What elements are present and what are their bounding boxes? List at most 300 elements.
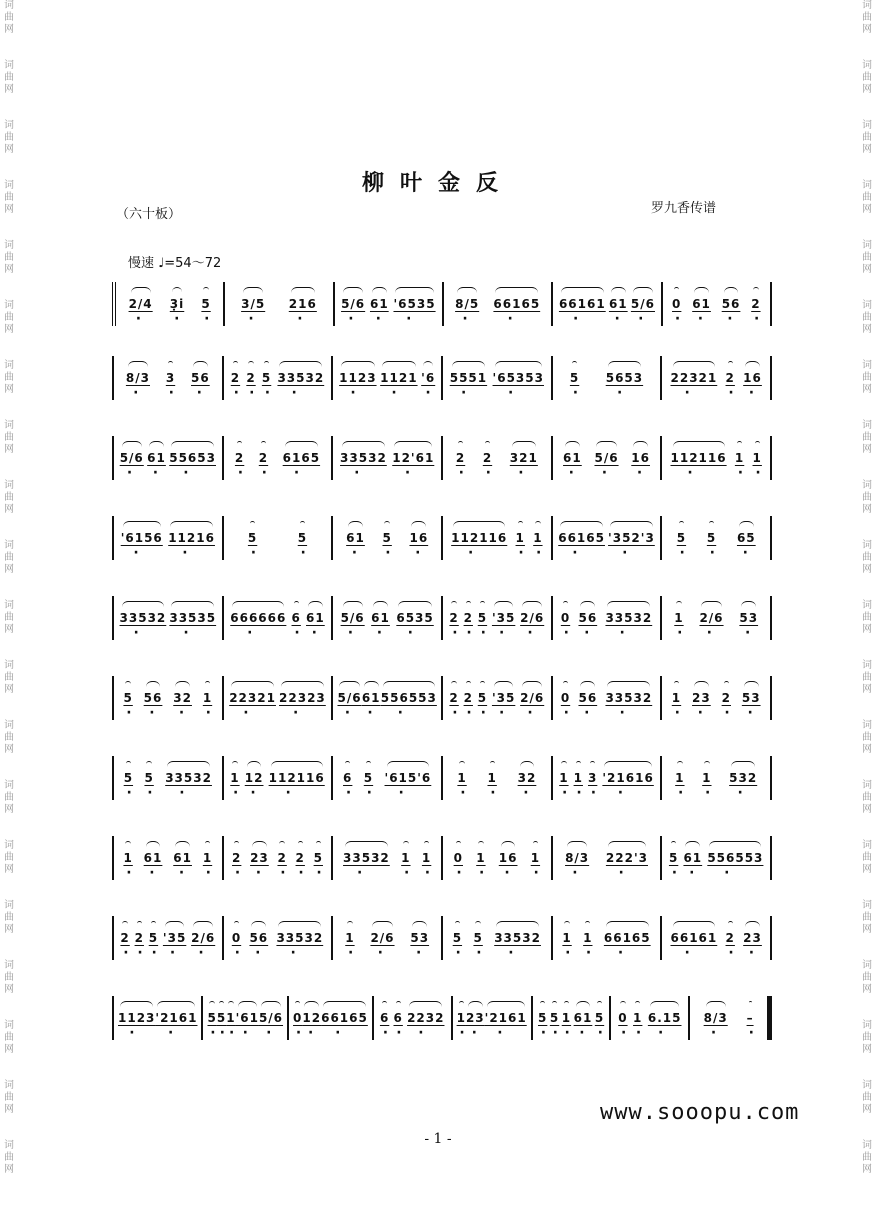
- watermark-char: 网: [4, 384, 14, 395]
- watermark-char: 网: [4, 864, 14, 875]
- score-measure: [553, 516, 663, 560]
- watermark-char: 网: [4, 804, 14, 815]
- note-group: · 1: [488, 771, 497, 785]
- watermark-char: 曲: [4, 132, 14, 143]
- watermark-char: 词: [4, 780, 14, 791]
- note-group: · 61: [362, 691, 381, 705]
- note-group: · 2: [259, 451, 268, 465]
- note-group: · 1: [559, 771, 568, 785]
- watermark-char: 网: [4, 744, 14, 755]
- watermark-char: 词: [862, 540, 872, 551]
- note-group: · 23: [466, 1011, 485, 1025]
- watermark-char: 网: [862, 1104, 872, 1115]
- watermark-char: 网: [862, 24, 872, 35]
- watermark-group: [862, 840, 872, 876]
- note-group: · 5/6: [341, 297, 365, 311]
- watermark-char: 词: [862, 600, 872, 611]
- note-group: · 5: [677, 531, 686, 545]
- watermark-char: 曲: [4, 1092, 14, 1103]
- score-measure: [112, 356, 224, 400]
- note-group: · 2: [135, 931, 144, 945]
- watermark-char: 网: [862, 444, 872, 455]
- tempo-marking: 慢速 ♩=54～72: [128, 256, 222, 271]
- note-group: · 1121: [380, 371, 417, 385]
- note-group: · 61: [144, 851, 163, 865]
- note-group: · 22323: [279, 691, 326, 705]
- note-group: · 8/3: [704, 1011, 728, 1025]
- note-group: · 5: [248, 531, 257, 545]
- note-group: · 0: [454, 851, 463, 865]
- note-group: · 6535: [396, 611, 433, 625]
- watermark-char: 词: [862, 780, 872, 791]
- note-group: · 12'61: [392, 451, 434, 465]
- note-group: · 8/3: [126, 371, 150, 385]
- note-group: · 532: [729, 771, 757, 785]
- note-group: · 66165: [604, 931, 651, 945]
- note-group: · 16: [499, 851, 518, 865]
- watermark-group: [4, 300, 14, 336]
- watermark-char: 词: [862, 960, 872, 971]
- watermark-char: 曲: [4, 672, 14, 683]
- score-measure: [662, 756, 772, 800]
- watermark-char: 词: [4, 360, 14, 371]
- note-group: · 0: [232, 931, 241, 945]
- watermark-char: 网: [862, 1164, 872, 1175]
- note-group: · 33532: [343, 851, 390, 865]
- score-measure: [553, 282, 662, 326]
- score-measure: [224, 676, 334, 720]
- watermark-char: 网: [4, 24, 14, 35]
- note-group: · 66161: [671, 931, 718, 945]
- score-measure: [443, 356, 553, 400]
- note-group: · 112116: [671, 451, 727, 465]
- watermark-char: 网: [4, 444, 14, 455]
- note-group: · 33532: [120, 611, 167, 625]
- watermark-group: [862, 60, 872, 96]
- watermark-char: 曲: [862, 132, 872, 143]
- score-measure: [611, 996, 690, 1040]
- note-group: · 2: [235, 451, 244, 465]
- note-group: · 66165: [493, 297, 540, 311]
- watermark-char: 曲: [4, 612, 14, 623]
- watermark-char: 曲: [862, 852, 872, 863]
- watermark-char: 曲: [862, 972, 872, 983]
- note-group: · 61: [173, 851, 192, 865]
- watermark-char: 网: [4, 324, 14, 335]
- watermark-char: 词: [862, 300, 872, 311]
- note-group: · 216: [289, 297, 317, 311]
- watermark-group: [4, 1080, 14, 1116]
- watermark-char: 词: [4, 240, 14, 251]
- note-group: · 6: [394, 1011, 403, 1025]
- watermark-group: [862, 360, 872, 396]
- watermark-char: 网: [862, 84, 872, 95]
- note-group: · '352'3: [608, 531, 655, 545]
- note-group: · '35: [492, 691, 515, 705]
- score-measure: [112, 756, 224, 800]
- watermark-char: 网: [862, 924, 872, 935]
- note-group: · 3̣i: [170, 297, 184, 311]
- note-group: · 22321: [229, 691, 276, 705]
- score-measure: [333, 596, 443, 640]
- watermark-char: 网: [4, 84, 14, 95]
- score-measure: [553, 356, 663, 400]
- score-measure: [112, 996, 203, 1040]
- watermark-char: 网: [862, 804, 872, 815]
- score-line: [112, 658, 772, 738]
- note-group: · 5: [669, 851, 678, 865]
- watermark-char: 曲: [862, 1032, 872, 1043]
- score-measure: [333, 516, 443, 560]
- watermark-group: [862, 300, 872, 336]
- note-group: · '61: [236, 1011, 259, 1025]
- watermark-char: 网: [862, 384, 872, 395]
- note-group: · 5: [550, 1011, 559, 1025]
- note-group: · 5: [478, 611, 487, 625]
- score-measure: [112, 596, 224, 640]
- watermark-char: 曲: [862, 12, 872, 23]
- note-group: · 2: [232, 851, 241, 865]
- watermark-group: [4, 1020, 14, 1056]
- note-group: · 2: [464, 691, 473, 705]
- watermark-char: 词: [4, 660, 14, 671]
- note-group: · 61: [574, 1011, 593, 1025]
- note-group: · 12: [245, 771, 264, 785]
- watermark-char: 曲: [862, 1152, 872, 1163]
- note-group: · 2: [231, 371, 240, 385]
- score-subtitle: （六十板）: [116, 207, 182, 222]
- note-group: · 5: [382, 531, 391, 545]
- watermark-char: 曲: [862, 672, 872, 683]
- note-group: · 5: [473, 931, 482, 945]
- score-measure: [443, 436, 553, 480]
- note-group: · 5: [207, 1011, 216, 1025]
- note-group: · 33532: [340, 451, 387, 465]
- score-measure: [335, 282, 444, 326]
- watermark-char: 曲: [4, 12, 14, 23]
- score-measure: [662, 836, 772, 880]
- score-measure: [203, 996, 289, 1040]
- note-group: · 5653: [606, 371, 643, 385]
- watermark-char: 词: [862, 1140, 872, 1151]
- score-measure: [225, 282, 334, 326]
- note-group: · 5: [298, 531, 307, 545]
- watermark-char: 词: [4, 60, 14, 71]
- score-measure: [553, 436, 663, 480]
- note-group: · 1: [203, 851, 212, 865]
- score-measure: [333, 916, 443, 960]
- watermark-char: 曲: [862, 492, 872, 503]
- score-measure: [374, 996, 453, 1040]
- score-title: 柳叶金反: [361, 170, 514, 196]
- note-group: · 1: [583, 931, 592, 945]
- note-group: · 8/3: [565, 851, 589, 865]
- watermark-char: 词: [862, 180, 872, 191]
- score-measure: [443, 756, 553, 800]
- score-measure: [112, 676, 224, 720]
- note-group: · 5: [217, 1011, 226, 1025]
- note-group: · 1: [672, 691, 681, 705]
- watermark-char: 词: [862, 240, 872, 251]
- watermark-group: [862, 900, 872, 936]
- note-group: · 5: [538, 1011, 547, 1025]
- score-measure: [333, 756, 443, 800]
- note-group: · 5: [570, 371, 579, 385]
- watermark-group: [4, 0, 14, 36]
- note-group: · 6: [343, 771, 352, 785]
- watermark-group: [862, 720, 872, 756]
- watermark-char: 曲: [862, 252, 872, 263]
- note-group: · 5: [124, 771, 133, 785]
- score-measure: [224, 836, 334, 880]
- score-measure: [662, 356, 772, 400]
- note-group: · 1: [702, 771, 711, 785]
- note-group: · 3/5: [241, 297, 265, 311]
- score-line: [112, 578, 772, 658]
- note-group: · 61: [692, 297, 711, 311]
- note-group: · 2: [449, 611, 458, 625]
- note-group: · 0: [618, 1011, 627, 1025]
- watermark-group: [4, 360, 14, 396]
- note-group: · 2/6: [370, 931, 394, 945]
- note-group: · 2: [449, 691, 458, 705]
- watermark-char: 曲: [862, 192, 872, 203]
- score-line: [112, 270, 772, 338]
- watermark-char: 曲: [862, 1092, 872, 1103]
- watermark-char: 网: [4, 1104, 14, 1115]
- watermark-group: [4, 600, 14, 636]
- score-measure: [224, 756, 334, 800]
- note-group: · 2: [726, 371, 735, 385]
- note-group: · 56: [578, 691, 597, 705]
- note-group: · 1: [123, 851, 132, 865]
- note-group: · 6: [292, 611, 301, 625]
- watermark-group: [862, 540, 872, 576]
- note-group: · 3: [166, 371, 175, 385]
- watermark-char: 曲: [4, 1152, 14, 1163]
- note-group: · 16: [409, 531, 428, 545]
- note-group: · 5: [595, 1011, 604, 1025]
- score-line: [112, 818, 772, 898]
- watermark-char: 曲: [4, 72, 14, 83]
- watermark-char: 词: [862, 420, 872, 431]
- note-group: · 1: [516, 531, 525, 545]
- note-group: · 16: [631, 451, 650, 465]
- note-group: · 56: [578, 611, 597, 625]
- watermark-char: 网: [4, 624, 14, 635]
- watermark-char: 词: [4, 300, 14, 311]
- score-measure: [553, 836, 663, 880]
- score-measure: [224, 596, 334, 640]
- note-group: · 1: [230, 771, 239, 785]
- note-group: · 5/6: [337, 691, 361, 705]
- note-group: · 8/5: [455, 297, 479, 311]
- note-group: · 0: [561, 611, 570, 625]
- watermark-char: 词: [4, 540, 14, 551]
- score-measure: [112, 836, 224, 880]
- note-group: · 53: [742, 691, 761, 705]
- score-author: 罗九香传谱: [651, 201, 717, 216]
- note-group: · '615'6: [385, 771, 432, 785]
- score-measure: [443, 916, 553, 960]
- watermark-char: 网: [862, 984, 872, 995]
- footer-url: www.sooopu.com: [600, 1100, 800, 1125]
- note-group: · '6156: [121, 531, 163, 545]
- watermark-char: 词: [862, 840, 872, 851]
- score-measure: [662, 596, 772, 640]
- note-group: · 33532: [494, 931, 541, 945]
- note-group: · 2: [464, 611, 473, 625]
- note-group: · 2/4: [129, 297, 153, 311]
- note-group: · 1: [675, 771, 684, 785]
- watermark-char: 曲: [862, 372, 872, 383]
- note-group: · 33532: [276, 931, 323, 945]
- watermark-group: [862, 420, 872, 456]
- score-measure: [289, 996, 374, 1040]
- watermark-char: 网: [4, 1044, 14, 1055]
- note-group: · 5: [453, 931, 462, 945]
- note-group: · 2: [483, 451, 492, 465]
- score-measure: [112, 916, 224, 960]
- note-group: · 1: [345, 931, 354, 945]
- score-measure: [443, 596, 553, 640]
- watermark-group: [862, 780, 872, 816]
- note-group: · 5: [707, 531, 716, 545]
- watermark-group: [4, 900, 14, 936]
- note-group: · 1123: [339, 371, 376, 385]
- score-line: [112, 898, 772, 978]
- note-group: · 2: [296, 851, 305, 865]
- note-group: · 3: [588, 771, 597, 785]
- score-measure: [443, 676, 553, 720]
- note-group: · 5/6: [120, 451, 144, 465]
- page-number: - 1 -: [424, 1131, 452, 1147]
- watermark-char: 曲: [4, 912, 14, 923]
- note-group: · 32: [173, 691, 192, 705]
- watermark-char: 词: [862, 480, 872, 491]
- watermark-char: 曲: [4, 972, 14, 983]
- watermark-group: [4, 420, 14, 456]
- note-group: · 6: [380, 1011, 389, 1025]
- watermark-char: 词: [862, 720, 872, 731]
- score-measure: [662, 676, 772, 720]
- note-group: · 0: [293, 1011, 302, 1025]
- note-group: · 2232: [407, 1011, 444, 1025]
- note-group: · –: [747, 1011, 754, 1025]
- note-group: · '35: [492, 611, 515, 625]
- score-line: [112, 338, 772, 418]
- note-group: · 65: [737, 531, 756, 545]
- note-group: · 22321: [671, 371, 718, 385]
- watermark-char: 网: [862, 684, 872, 695]
- note-group: · 53: [410, 931, 429, 945]
- watermark-char: 词: [862, 1080, 872, 1091]
- watermark-group: [4, 780, 14, 816]
- note-group: · 5: [149, 931, 158, 945]
- watermark-char: 曲: [862, 432, 872, 443]
- score-measure: [444, 282, 553, 326]
- note-group: · 56: [722, 297, 741, 311]
- score-measure: [224, 356, 334, 400]
- watermark-char: 网: [4, 984, 14, 995]
- note-group: · '65353: [493, 371, 544, 385]
- watermark-char: 曲: [4, 192, 14, 203]
- note-group: · '2161: [485, 1011, 527, 1025]
- watermark-group: [862, 0, 872, 36]
- watermark-char: 词: [4, 0, 14, 11]
- watermark-char: 曲: [862, 612, 872, 623]
- note-group: · '2161: [155, 1011, 197, 1025]
- note-group: · 666666: [230, 611, 286, 625]
- note-group: · 56: [191, 371, 210, 385]
- watermark-char: 网: [862, 144, 872, 155]
- watermark-group: [4, 60, 14, 96]
- watermark-group: [862, 960, 872, 996]
- note-group: · 5: [314, 851, 323, 865]
- score-measure: [662, 916, 772, 960]
- note-group: · 32: [518, 771, 537, 785]
- note-group: · 112116: [269, 771, 325, 785]
- score-line: [112, 418, 772, 498]
- watermark-char: 词: [862, 660, 872, 671]
- watermark-char: 词: [4, 1020, 14, 1031]
- watermark-char: 网: [862, 504, 872, 515]
- note-group: · 11216: [168, 531, 215, 545]
- note-group: · 66165: [321, 1011, 368, 1025]
- note-group: · 1: [422, 851, 431, 865]
- note-group: · 61: [147, 451, 166, 465]
- watermark-char: 词: [4, 840, 14, 851]
- watermark-char: 词: [862, 900, 872, 911]
- watermark-char: 词: [4, 1080, 14, 1091]
- watermark-char: 曲: [862, 72, 872, 83]
- watermark-char: 曲: [4, 432, 14, 443]
- jianpu-score: [112, 270, 772, 1058]
- note-group: · 5: [364, 771, 373, 785]
- watermark-char: 词: [4, 480, 14, 491]
- score-measure: [553, 596, 663, 640]
- note-group: · 16: [743, 371, 762, 385]
- note-group: · 222'3: [606, 851, 648, 865]
- note-group: · 0: [561, 691, 570, 705]
- watermark-char: 曲: [862, 792, 872, 803]
- note-group: · 5/6: [341, 611, 365, 625]
- note-group: · 1: [562, 1011, 571, 1025]
- watermark-char: 词: [4, 900, 14, 911]
- note-group: · 1: [531, 851, 540, 865]
- note-group: · 5: [201, 297, 210, 311]
- note-group: · 2: [277, 851, 286, 865]
- watermark-char: 词: [862, 1020, 872, 1031]
- note-group: · 321: [510, 451, 538, 465]
- note-group: · 2/6: [699, 611, 723, 625]
- watermark-char: 曲: [4, 552, 14, 563]
- watermark-char: 网: [4, 144, 14, 155]
- note-group: · 2: [120, 931, 129, 945]
- score-measure: [690, 996, 772, 1040]
- note-group: · 5: [478, 691, 487, 705]
- note-group: · 5551: [450, 371, 487, 385]
- watermark-char: 网: [4, 264, 14, 275]
- note-group: · '6535: [393, 297, 435, 311]
- watermark-group: [862, 480, 872, 516]
- note-group: · 53: [739, 611, 758, 625]
- note-group: · 33535: [169, 611, 216, 625]
- watermark-group: [4, 540, 14, 576]
- watermark-char: 曲: [4, 732, 14, 743]
- score-measure: [553, 756, 663, 800]
- watermark-char: 网: [4, 684, 14, 695]
